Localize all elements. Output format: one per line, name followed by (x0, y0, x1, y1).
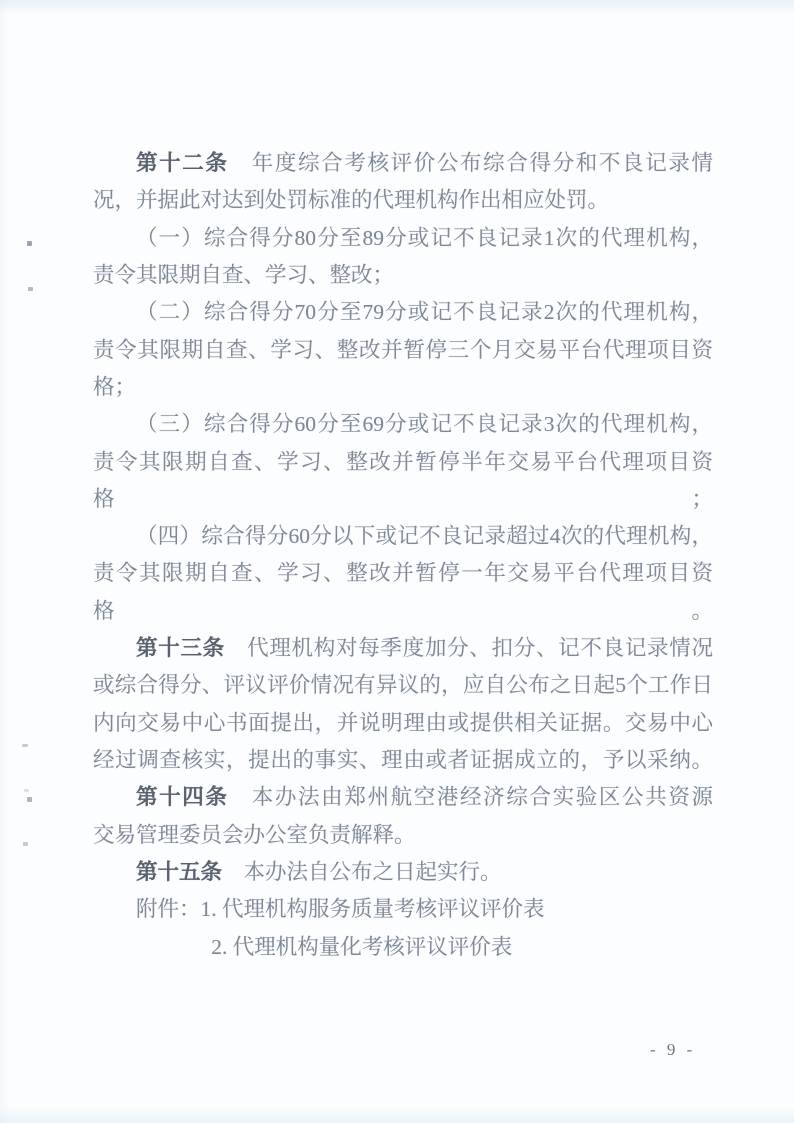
text-line-20 (93, 929, 713, 966)
line-text: 交易管理委员会办公室负责解释。 (93, 822, 416, 847)
scan-artifact (28, 287, 33, 291)
line-text: 格； (93, 374, 137, 399)
text-line-12 (93, 630, 713, 667)
article-number: 第十五条 (136, 859, 223, 884)
text-line-11 (93, 555, 713, 630)
article-number: 第十二条 (136, 151, 229, 175)
line-text: （四）综合得分60分以下或记不良记录超过4次的代理机构， (136, 524, 713, 549)
text-line-2 (93, 182, 713, 219)
text-line-6 (93, 332, 713, 369)
scan-artifact (23, 842, 28, 846)
article-number: 第十四条 (136, 785, 229, 810)
scan-artifact (22, 744, 28, 747)
text-line-8 (93, 406, 713, 443)
line-text: 本办法自公布之日起实行。 (222, 859, 502, 884)
text-line-9 (93, 444, 713, 519)
line-text: 2. 代理机构量化考核评议评价表 (211, 934, 513, 959)
text-line-18 (93, 854, 713, 891)
text-line-13 (93, 667, 713, 704)
text-line-14 (93, 705, 713, 742)
line-text: 代理机构对每季度加分、扣分、记不良记录情况 (224, 636, 713, 661)
article-number: 第十三条 (136, 636, 225, 661)
text-line-17 (93, 817, 713, 854)
text-line-3 (93, 220, 713, 257)
page-number: - 9 - (650, 1040, 696, 1059)
line-text: 经过调查核实，提出的事实、理由或者证据成立的，予以采纳。 (93, 748, 713, 772)
line-text: 况，并据此对达到处罚标准的代理机构作出相应处罚。 (93, 188, 610, 213)
line-text: 责令其限期自查、学习、整改并暂停半年交易平台代理项目资格； (93, 449, 713, 511)
line-text: 责令其限期自查、学习、整改； (93, 262, 395, 287)
text-line-16 (93, 779, 713, 816)
scan-artifact (27, 241, 32, 246)
text-line-10 (93, 518, 713, 555)
line-text: 内向交易中心书面提出，并说明理由或提供相关证据。交易中心 (93, 710, 713, 735)
text-line-15 (93, 742, 713, 779)
scan-artifact (27, 797, 32, 802)
text-line-1 (93, 145, 713, 182)
text-line-4 (93, 257, 713, 294)
line-text: （二）综合得分70分至79分或记不良记录2次的代理机构， (136, 300, 713, 325)
line-text: 年度综合考核评价公布综合得分和不良记录情 (228, 151, 713, 175)
line-text: 责令其限期自查、学习、整改并暂停三个月交易平台代理项目资 (93, 337, 713, 362)
line-text: 或综合得分、评议评价情况有异议的，应自公布之日起5个工作日 (93, 673, 713, 698)
line-text: （一）综合得分80分至89分或记不良记录1次的代理机构， (136, 225, 713, 250)
document-body (93, 145, 713, 966)
scan-artifact (24, 789, 29, 792)
text-line-19 (93, 891, 713, 928)
line-text: （三）综合得分60分至69分或记不良记录3次的代理机构， (136, 412, 713, 437)
text-line-7 (93, 369, 713, 406)
line-text: 附件：1. 代理机构服务质量考核评议评价表 (136, 897, 545, 922)
text-line-5 (93, 294, 713, 331)
line-text: 责令其限期自查、学习、整改并暂停一年交易平台代理项目资格。 (93, 561, 713, 623)
line-text: 本办法由郑州航空港经济综合实验区公共资源 (228, 785, 713, 810)
